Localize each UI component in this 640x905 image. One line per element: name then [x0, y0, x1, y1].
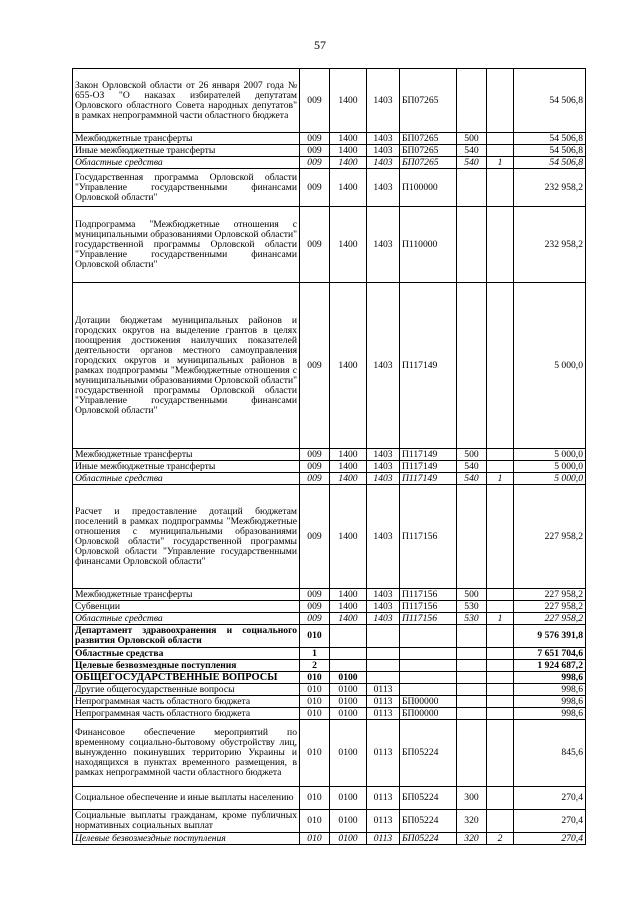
- table-row: [73, 833, 586, 845]
- row-name: Целевые безвозмездные поступления: [73, 833, 300, 845]
- row-funding-source: [487, 720, 514, 787]
- row-section-code: 1400: [330, 169, 367, 207]
- row-section-code: 1400: [330, 461, 367, 473]
- row-grbs-code: 009: [300, 473, 330, 485]
- row-grbs-code: 010: [300, 810, 330, 833]
- row-subsection-code: 1403: [367, 69, 400, 133]
- row-expense-type: 300: [457, 787, 487, 810]
- row-name: Непрограммная часть областного бюджета: [73, 708, 300, 720]
- row-name: Областные средства: [73, 157, 300, 169]
- row-grbs-code: 009: [300, 485, 330, 589]
- row-expense-type: [457, 283, 487, 449]
- row-section-code: 1400: [330, 589, 367, 601]
- row-amount: 998,6: [514, 684, 586, 696]
- row-target-article: П117149: [400, 449, 457, 461]
- row-amount: 5 000,0: [514, 283, 586, 449]
- row-grbs-code: 010: [300, 833, 330, 845]
- row-amount: 227 958,2: [514, 613, 586, 625]
- table-row: [73, 157, 586, 169]
- row-expense-type: 320: [457, 833, 487, 845]
- row-amount: 1 924 687,2: [514, 660, 586, 672]
- row-grbs-code: 009: [300, 169, 330, 207]
- row-amount: 998,6: [514, 696, 586, 708]
- row-amount: 845,6: [514, 720, 586, 787]
- row-expense-type: [457, 169, 487, 207]
- row-target-article: БП00000: [400, 708, 457, 720]
- row-amount: 227 958,2: [514, 601, 586, 613]
- row-grbs-code: 009: [300, 589, 330, 601]
- row-subsection-code: 1403: [367, 207, 400, 283]
- row-amount: 5 000,0: [514, 449, 586, 461]
- row-name: ОБЩЕГОСУДАРСТВЕННЫЕ ВОПРОСЫ: [73, 672, 300, 684]
- row-section-code: 1400: [330, 283, 367, 449]
- row-grbs-code: 010: [300, 625, 330, 648]
- row-expense-type: [457, 485, 487, 589]
- row-expense-type: 500: [457, 133, 487, 145]
- row-funding-source: [487, 601, 514, 613]
- row-target-article: БП07265: [400, 157, 457, 169]
- table-row: [73, 589, 586, 601]
- row-grbs-code: 010: [300, 787, 330, 810]
- row-subsection-code: 1403: [367, 589, 400, 601]
- row-section-code: 1400: [330, 157, 367, 169]
- row-funding-source: [487, 169, 514, 207]
- table-row: [73, 449, 586, 461]
- row-grbs-code: 2: [300, 660, 330, 672]
- row-amount: 5 000,0: [514, 473, 586, 485]
- row-name: Дотации бюджетам муниципальных районов и городских округов на выделение грантов в целях поощрения достижения наилучших показателей деятельности органов местного самоуправления городских округов и муниципальных районов в рамках подпрограммы "Межбюджетные отношения с муниципальными образованиями Орловской области" государственной программы Орловской области "Управление государственными финансами Орловской области": [73, 283, 300, 449]
- row-target-article: БП05224: [400, 720, 457, 787]
- row-amount: 227 958,2: [514, 589, 586, 601]
- row-amount: 54 506,8: [514, 69, 586, 133]
- row-section-code: 1400: [330, 449, 367, 461]
- row-grbs-code: 010: [300, 708, 330, 720]
- row-target-article: БП05224: [400, 833, 457, 845]
- row-section-code: 1400: [330, 613, 367, 625]
- row-expense-type: 500: [457, 449, 487, 461]
- row-name: Иные межбюджетные трансферты: [73, 461, 300, 473]
- row-grbs-code: 010: [300, 672, 330, 684]
- table-row: [73, 473, 586, 485]
- row-section-code: 0100: [330, 708, 367, 720]
- row-target-article: П117149: [400, 461, 457, 473]
- row-grbs-code: 009: [300, 207, 330, 283]
- row-section-code: 0100: [330, 810, 367, 833]
- row-funding-source: [487, 672, 514, 684]
- table-row: [73, 720, 586, 787]
- row-subsection-code: [367, 625, 400, 648]
- row-amount: 998,6: [514, 708, 586, 720]
- row-target-article: БП07265: [400, 133, 457, 145]
- table-row: [73, 810, 586, 833]
- row-funding-source: [487, 696, 514, 708]
- table-row: [73, 169, 586, 207]
- row-amount: 54 506,8: [514, 157, 586, 169]
- table-row: [73, 207, 586, 283]
- row-section-code: 1400: [330, 145, 367, 157]
- table-row: [73, 283, 586, 449]
- row-expense-type: 320: [457, 810, 487, 833]
- row-grbs-code: 1: [300, 648, 330, 660]
- row-grbs-code: 009: [300, 461, 330, 473]
- row-expense-type: 500: [457, 589, 487, 601]
- row-funding-source: [487, 787, 514, 810]
- row-expense-type: [457, 207, 487, 283]
- row-name: Подпрограмма "Межбюджетные отношения с муниципальными образованиями Орловской области" государственной программы Орловской области "Управление государственными финансами Орловской области": [73, 207, 300, 283]
- row-funding-source: [487, 207, 514, 283]
- row-section-code: 0100: [330, 696, 367, 708]
- row-expense-type: [457, 672, 487, 684]
- row-amount: 270,4: [514, 787, 586, 810]
- row-section-code: 1400: [330, 207, 367, 283]
- row-name: Социальное обеспечение и иные выплаты населению: [73, 787, 300, 810]
- row-subsection-code: [367, 648, 400, 660]
- row-name: Межбюджетные трансферты: [73, 589, 300, 601]
- row-subsection-code: [367, 672, 400, 684]
- row-subsection-code: 1403: [367, 133, 400, 145]
- row-funding-source: [487, 660, 514, 672]
- row-funding-source: 1: [487, 473, 514, 485]
- row-funding-source: [487, 133, 514, 145]
- row-funding-source: [487, 684, 514, 696]
- row-name: Расчет и предоставление дотаций бюджетам поселений в рамках подпрограммы "Межбюджетные отношения с муниципальными образованиями Орловской области" государственной программы Орловской области "Управление государственными финансами Орловской области": [73, 485, 300, 589]
- row-target-article: П117156: [400, 613, 457, 625]
- row-subsection-code: [367, 660, 400, 672]
- row-subsection-code: 1403: [367, 449, 400, 461]
- row-amount: 270,4: [514, 810, 586, 833]
- row-funding-source: [487, 625, 514, 648]
- row-funding-source: [487, 485, 514, 589]
- row-name: Областные средства: [73, 473, 300, 485]
- row-grbs-code: 009: [300, 157, 330, 169]
- row-name: Областные средства: [73, 613, 300, 625]
- row-expense-type: [457, 660, 487, 672]
- row-grbs-code: 009: [300, 449, 330, 461]
- row-amount: 998,6: [514, 672, 586, 684]
- row-grbs-code: 009: [300, 69, 330, 133]
- row-subsection-code: 1403: [367, 145, 400, 157]
- row-expense-type: 540: [457, 157, 487, 169]
- row-target-article: П117149: [400, 283, 457, 449]
- row-funding-source: [487, 589, 514, 601]
- row-expense-type: [457, 69, 487, 133]
- row-expense-type: 530: [457, 613, 487, 625]
- row-section-code: 0100: [330, 833, 367, 845]
- row-grbs-code: 009: [300, 613, 330, 625]
- row-target-article: П110000: [400, 207, 457, 283]
- row-amount: 227 958,2: [514, 485, 586, 589]
- row-expense-type: 540: [457, 473, 487, 485]
- row-target-article: БП05224: [400, 787, 457, 810]
- row-expense-type: [457, 684, 487, 696]
- row-subsection-code: 1403: [367, 613, 400, 625]
- table-row: [73, 684, 586, 696]
- table-row: [73, 145, 586, 157]
- table-row: [73, 648, 586, 660]
- row-subsection-code: 0113: [367, 720, 400, 787]
- row-funding-source: [487, 648, 514, 660]
- row-grbs-code: 010: [300, 684, 330, 696]
- table-row: [73, 613, 586, 625]
- row-name: Социальные выплаты гражданам, кроме публичных нормативных социальных выплат: [73, 810, 300, 833]
- table-row: [73, 133, 586, 145]
- row-target-article: П100000: [400, 169, 457, 207]
- row-funding-source: [487, 810, 514, 833]
- row-target-article: БП05224: [400, 810, 457, 833]
- table-row: [73, 787, 586, 810]
- row-section-code: 0100: [330, 684, 367, 696]
- table-row: [73, 625, 586, 648]
- row-name: Закон Орловской области от 26 января 2007 года № 655-ОЗ "О наказах избирателей депутатам Орловского областного Совета народных депутатов" в рамках непрограммной части областного бюджета: [73, 69, 300, 133]
- row-grbs-code: 009: [300, 283, 330, 449]
- row-expense-type: [457, 708, 487, 720]
- row-section-code: 0100: [330, 720, 367, 787]
- row-amount: 270,4: [514, 833, 586, 845]
- row-name: Областные средства: [73, 648, 300, 660]
- row-amount: 232 958,2: [514, 207, 586, 283]
- row-funding-source: [487, 708, 514, 720]
- row-section-code: 1400: [330, 473, 367, 485]
- row-target-article: [400, 648, 457, 660]
- row-target-article: БП00000: [400, 696, 457, 708]
- row-target-article: П117156: [400, 601, 457, 613]
- row-subsection-code: 1403: [367, 157, 400, 169]
- row-subsection-code: 0113: [367, 810, 400, 833]
- table-row: [73, 672, 586, 684]
- row-grbs-code: 010: [300, 696, 330, 708]
- row-expense-type: [457, 696, 487, 708]
- row-target-article: [400, 660, 457, 672]
- row-name: Департамент здравоохранения и социального развития Орловской области: [73, 625, 300, 648]
- row-subsection-code: 0113: [367, 833, 400, 845]
- row-funding-source: 2: [487, 833, 514, 845]
- row-subsection-code: 0113: [367, 696, 400, 708]
- table-row: [73, 660, 586, 672]
- row-name: Иные межбюджетные трансферты: [73, 145, 300, 157]
- row-section-code: 0100: [330, 672, 367, 684]
- row-funding-source: [487, 461, 514, 473]
- row-expense-type: [457, 720, 487, 787]
- row-target-article: [400, 684, 457, 696]
- row-name: Целевые безвозмездные поступления: [73, 660, 300, 672]
- row-amount: 7 651 704,6: [514, 648, 586, 660]
- row-name: Субвенции: [73, 601, 300, 613]
- row-subsection-code: 0113: [367, 787, 400, 810]
- row-section-code: 1400: [330, 485, 367, 589]
- row-section-code: [330, 660, 367, 672]
- table-row: [73, 461, 586, 473]
- row-section-code: 0100: [330, 787, 367, 810]
- row-name: Финансовое обеспечение мероприятий по временному социально-бытовому обустройству лиц, вынужденно покинувших территорию Украины и находящихся в пунктах временного размещения, в рамках непрограммной части областного бюджета: [73, 720, 300, 787]
- row-amount: 54 506,8: [514, 145, 586, 157]
- table-row: [73, 601, 586, 613]
- row-funding-source: 1: [487, 157, 514, 169]
- row-name: Межбюджетные трансферты: [73, 449, 300, 461]
- row-amount: 232 958,2: [514, 169, 586, 207]
- row-expense-type: 540: [457, 145, 487, 157]
- row-expense-type: [457, 648, 487, 660]
- row-target-article: П117156: [400, 589, 457, 601]
- row-expense-type: [457, 625, 487, 648]
- row-subsection-code: 1403: [367, 473, 400, 485]
- row-section-code: [330, 648, 367, 660]
- table-row: [73, 69, 586, 133]
- table-row: [73, 708, 586, 720]
- row-grbs-code: 009: [300, 601, 330, 613]
- budget-table: [72, 68, 586, 845]
- row-amount: 54 506,8: [514, 133, 586, 145]
- row-funding-source: [487, 283, 514, 449]
- row-amount: 9 576 391,8: [514, 625, 586, 648]
- row-target-article: БП07265: [400, 69, 457, 133]
- page-number: 57: [314, 38, 326, 52]
- row-target-article: П117149: [400, 473, 457, 485]
- row-expense-type: 530: [457, 601, 487, 613]
- row-target-article: [400, 672, 457, 684]
- row-name: Государственная программа Орловской области "Управление государственными финансами Орловской области": [73, 169, 300, 207]
- table-row: [73, 696, 586, 708]
- row-funding-source: [487, 145, 514, 157]
- row-subsection-code: 1403: [367, 283, 400, 449]
- row-funding-source: 1: [487, 613, 514, 625]
- table-row: [73, 485, 586, 589]
- row-subsection-code: 0113: [367, 708, 400, 720]
- row-target-article: П117156: [400, 485, 457, 589]
- row-funding-source: [487, 449, 514, 461]
- row-subsection-code: 1403: [367, 485, 400, 589]
- row-section-code: [330, 625, 367, 648]
- row-section-code: 1400: [330, 601, 367, 613]
- row-target-article: [400, 625, 457, 648]
- row-subsection-code: 1403: [367, 461, 400, 473]
- row-subsection-code: 1403: [367, 169, 400, 207]
- row-name: Непрограммная часть областного бюджета: [73, 696, 300, 708]
- row-amount: 5 000,0: [514, 461, 586, 473]
- row-section-code: 1400: [330, 69, 367, 133]
- row-subsection-code: 1403: [367, 601, 400, 613]
- row-grbs-code: 009: [300, 145, 330, 157]
- row-funding-source: [487, 69, 514, 133]
- row-target-article: БП07265: [400, 145, 457, 157]
- row-grbs-code: 010: [300, 720, 330, 787]
- row-expense-type: 540: [457, 461, 487, 473]
- row-name: Межбюджетные трансферты: [73, 133, 300, 145]
- row-section-code: 1400: [330, 133, 367, 145]
- row-name: Другие общегосударственные вопросы: [73, 684, 300, 696]
- row-subsection-code: 0113: [367, 684, 400, 696]
- row-grbs-code: 009: [300, 133, 330, 145]
